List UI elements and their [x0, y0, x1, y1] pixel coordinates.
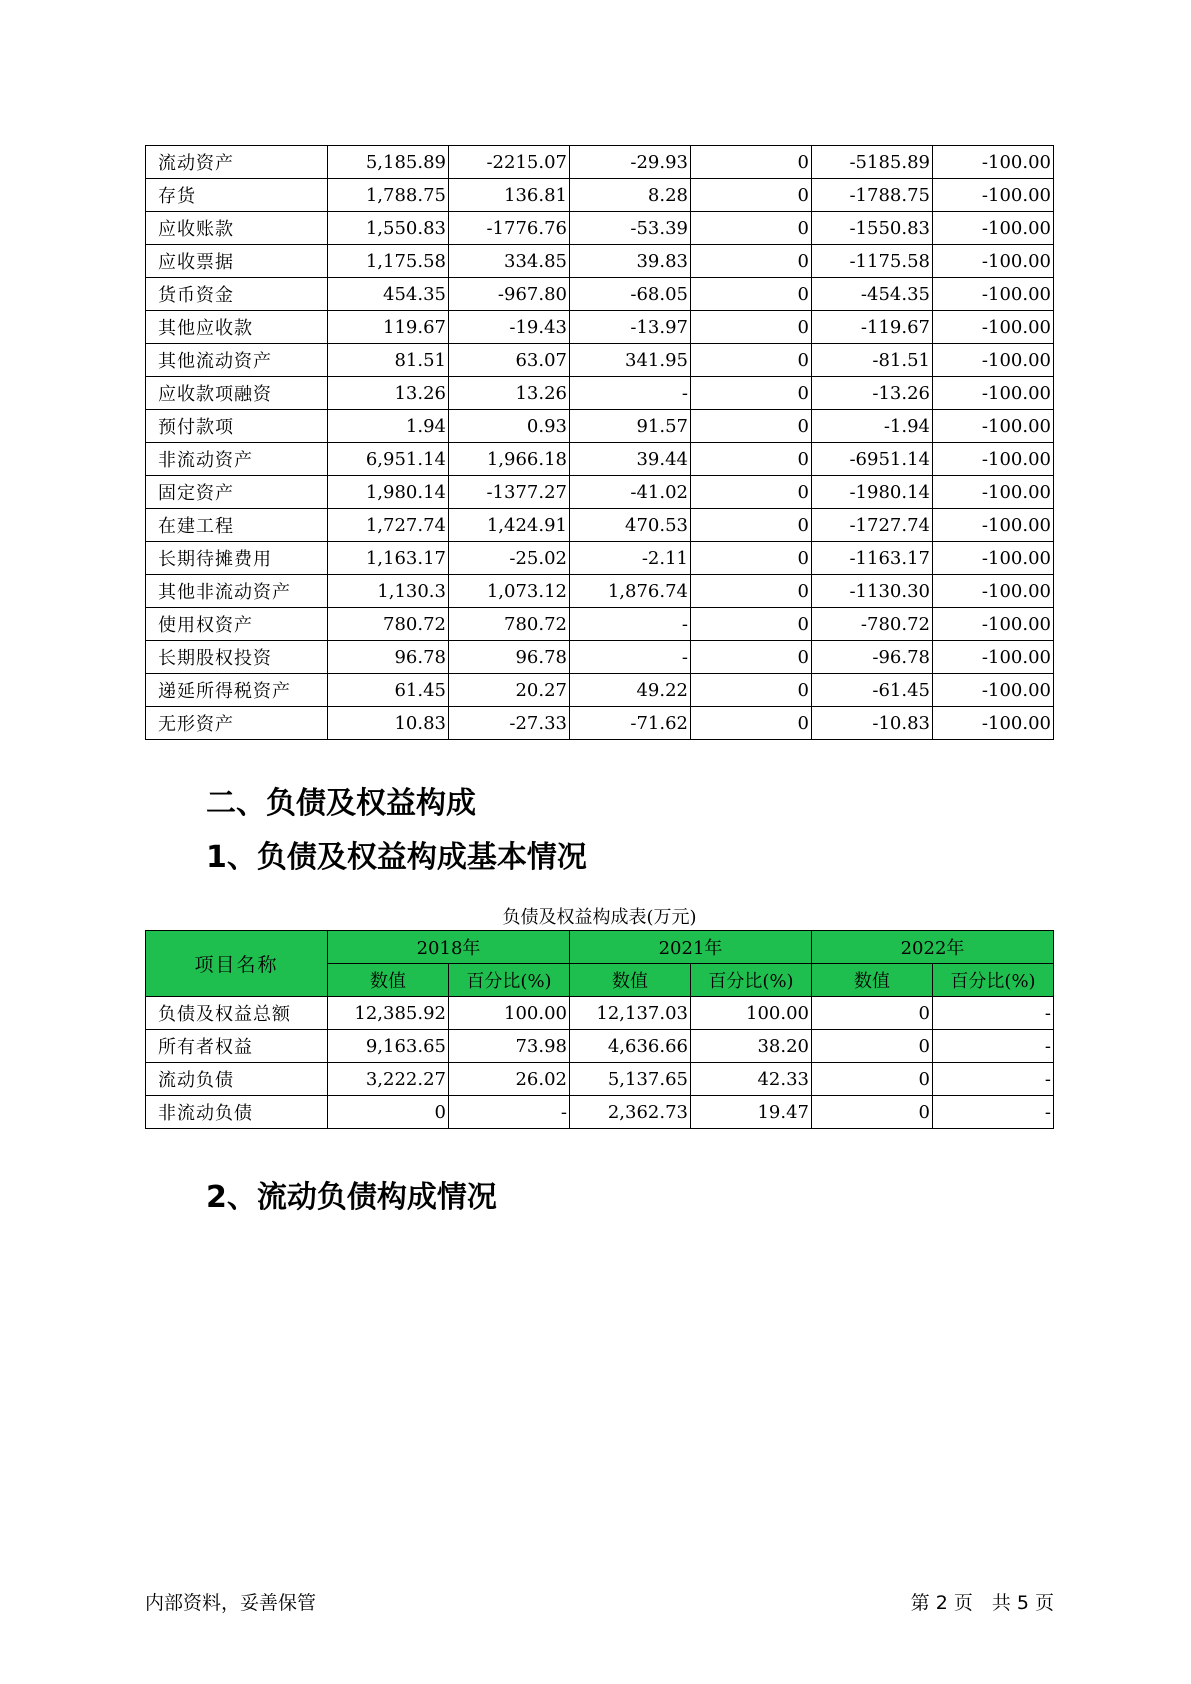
- table-row: [146, 707, 1054, 740]
- table-cell: -68.05: [570, 278, 691, 311]
- row-label: 非流动负债: [146, 1096, 328, 1129]
- row-label: 货币资金: [146, 278, 328, 311]
- table-cell: -100.00: [933, 443, 1054, 476]
- table-cell: -71.62: [570, 707, 691, 740]
- table-cell: 0: [691, 146, 812, 179]
- subsection-heading-2: 2、流动负债构成情况: [206, 1180, 497, 1215]
- table-cell: -: [933, 997, 1054, 1030]
- table-cell: -1776.76: [449, 212, 570, 245]
- table-cell: -1727.74: [812, 509, 933, 542]
- table-cell: -2.11: [570, 542, 691, 575]
- table-cell: -100.00: [933, 179, 1054, 212]
- table-cell: -: [449, 1096, 570, 1129]
- table-row: [146, 212, 1054, 245]
- table-cell: -1377.27: [449, 476, 570, 509]
- table-cell: 454.35: [328, 278, 449, 311]
- table-cell: 0: [691, 344, 812, 377]
- asset-table: [145, 145, 1054, 740]
- row-label: 其他流动资产: [146, 344, 328, 377]
- table-cell: 8.28: [570, 179, 691, 212]
- table-cell: -1175.58: [812, 245, 933, 278]
- table-cell: -100.00: [933, 311, 1054, 344]
- table-row: [146, 146, 1054, 179]
- table-cell: -100.00: [933, 542, 1054, 575]
- table-cell: 0.93: [449, 410, 570, 443]
- table-row: [146, 997, 1054, 1030]
- table-row: [146, 443, 1054, 476]
- table-cell: -967.80: [449, 278, 570, 311]
- table-cell: -53.39: [570, 212, 691, 245]
- asset-table-body: [146, 146, 1054, 740]
- table-row: [146, 245, 1054, 278]
- table-cell: -100.00: [933, 707, 1054, 740]
- percent-header: 百分比(%): [691, 964, 812, 997]
- table-cell: -1130.30: [812, 575, 933, 608]
- table-cell: -: [570, 608, 691, 641]
- table-cell: -96.78: [812, 641, 933, 674]
- table-cell: 1,073.12: [449, 575, 570, 608]
- table-cell: -1163.17: [812, 542, 933, 575]
- table-cell: 6,951.14: [328, 443, 449, 476]
- row-label: 其他非流动资产: [146, 575, 328, 608]
- table-cell: 0: [691, 311, 812, 344]
- table-cell: 0: [691, 278, 812, 311]
- table-cell: -41.02: [570, 476, 691, 509]
- table-cell: -25.02: [449, 542, 570, 575]
- table-cell: 334.85: [449, 245, 570, 278]
- footer-confidential-note: 内部资料，妥善保管: [145, 1592, 317, 1614]
- row-label: 固定资产: [146, 476, 328, 509]
- table-cell: 1.94: [328, 410, 449, 443]
- table-cell: 73.98: [449, 1030, 570, 1063]
- table-cell: 1,175.58: [328, 245, 449, 278]
- section-heading: 二、负债及权益构成: [206, 786, 476, 821]
- table-cell: -1980.14: [812, 476, 933, 509]
- table-cell: 0: [691, 674, 812, 707]
- year-header-2022: 2022年: [812, 931, 1054, 964]
- table-row: [146, 608, 1054, 641]
- table-cell: -5185.89: [812, 146, 933, 179]
- row-label: 递延所得税资产: [146, 674, 328, 707]
- item-name-header: 项目名称: [146, 931, 328, 997]
- liability-equity-table: [145, 930, 1054, 1129]
- table-cell: 3,222.27: [328, 1063, 449, 1096]
- table-cell: 0: [691, 542, 812, 575]
- table-cell: 0: [691, 575, 812, 608]
- table-cell: 96.78: [328, 641, 449, 674]
- row-label: 所有者权益: [146, 1030, 328, 1063]
- table-cell: -100.00: [933, 476, 1054, 509]
- year-header-2018: 2018年: [328, 931, 570, 964]
- liability-table-body: [146, 997, 1054, 1129]
- row-label: 流动资产: [146, 146, 328, 179]
- table-cell: 12,137.03: [570, 997, 691, 1030]
- table-cell: 1,424.91: [449, 509, 570, 542]
- table-cell: 780.72: [449, 608, 570, 641]
- row-label: 在建工程: [146, 509, 328, 542]
- table-cell: 63.07: [449, 344, 570, 377]
- table-cell: 341.95: [570, 344, 691, 377]
- table-cell: 1,727.74: [328, 509, 449, 542]
- table-cell: -100.00: [933, 410, 1054, 443]
- table-cell: 0: [691, 212, 812, 245]
- table-cell: 38.20: [691, 1030, 812, 1063]
- table-row: [146, 410, 1054, 443]
- table-cell: 0: [691, 641, 812, 674]
- row-label: 非流动资产: [146, 443, 328, 476]
- table-cell: 780.72: [328, 608, 449, 641]
- table-row: [146, 278, 1054, 311]
- table-cell: -6951.14: [812, 443, 933, 476]
- table-cell: 4,636.66: [570, 1030, 691, 1063]
- table-cell: -1788.75: [812, 179, 933, 212]
- table-cell: -454.35: [812, 278, 933, 311]
- table-cell: 91.57: [570, 410, 691, 443]
- row-label: 应收账款: [146, 212, 328, 245]
- table-cell: -100.00: [933, 344, 1054, 377]
- table-cell: -100.00: [933, 509, 1054, 542]
- table-cell: -81.51: [812, 344, 933, 377]
- table-cell: -100.00: [933, 641, 1054, 674]
- table-cell: -29.93: [570, 146, 691, 179]
- table-cell: -100.00: [933, 146, 1054, 179]
- table-caption: 负债及权益构成表(万元): [502, 907, 697, 928]
- table-cell: 0: [812, 1063, 933, 1096]
- row-label: 流动负债: [146, 1063, 328, 1096]
- table-cell: 0: [691, 245, 812, 278]
- row-label: 预付款项: [146, 410, 328, 443]
- table-cell: 100.00: [449, 997, 570, 1030]
- table-cell: -100.00: [933, 278, 1054, 311]
- table-cell: 39.44: [570, 443, 691, 476]
- table-cell: 19.47: [691, 1096, 812, 1129]
- value-header: 数值: [812, 964, 933, 997]
- table-cell: -: [570, 377, 691, 410]
- table-cell: 10.83: [328, 707, 449, 740]
- row-label: 负债及权益总额: [146, 997, 328, 1030]
- table-cell: -119.67: [812, 311, 933, 344]
- table-cell: 1,966.18: [449, 443, 570, 476]
- table-cell: 0: [691, 608, 812, 641]
- table-cell: 49.22: [570, 674, 691, 707]
- row-label: 长期待摊费用: [146, 542, 328, 575]
- row-label: 使用权资产: [146, 608, 328, 641]
- table-cell: 0: [812, 997, 933, 1030]
- percent-header: 百分比(%): [449, 964, 570, 997]
- table-row: [146, 542, 1054, 575]
- row-label: 应收款项融资: [146, 377, 328, 410]
- table-cell: 0: [691, 179, 812, 212]
- table-row: [146, 311, 1054, 344]
- table-cell: -: [570, 641, 691, 674]
- table-cell: -13.26: [812, 377, 933, 410]
- table-cell: 136.81: [449, 179, 570, 212]
- table-cell: 9,163.65: [328, 1030, 449, 1063]
- table-cell: -13.97: [570, 311, 691, 344]
- table-cell: -19.43: [449, 311, 570, 344]
- table-cell: 0: [812, 1096, 933, 1129]
- table-cell: 0: [691, 707, 812, 740]
- table-row: [146, 509, 1054, 542]
- row-label: 无形资产: [146, 707, 328, 740]
- table-cell: -100.00: [933, 212, 1054, 245]
- table-row: [146, 377, 1054, 410]
- table-row: [146, 575, 1054, 608]
- table-cell: 119.67: [328, 311, 449, 344]
- table-cell: -: [933, 1096, 1054, 1129]
- table-cell: 1,163.17: [328, 542, 449, 575]
- table-cell: 1,876.74: [570, 575, 691, 608]
- table-cell: 0: [691, 377, 812, 410]
- table-cell: 1,550.83: [328, 212, 449, 245]
- footer-page-number: 第 2 页 共 5 页: [910, 1592, 1054, 1614]
- table-cell: 1,980.14: [328, 476, 449, 509]
- table-cell: 39.83: [570, 245, 691, 278]
- table-cell: 20.27: [449, 674, 570, 707]
- table-cell: 0: [691, 476, 812, 509]
- value-header: 数值: [328, 964, 449, 997]
- table-cell: 5,185.89: [328, 146, 449, 179]
- table-cell: 42.33: [691, 1063, 812, 1096]
- table-cell: -27.33: [449, 707, 570, 740]
- table-cell: 13.26: [328, 377, 449, 410]
- table-row: [146, 641, 1054, 674]
- table-cell: -1550.83: [812, 212, 933, 245]
- table-cell: -100.00: [933, 674, 1054, 707]
- table-cell: -10.83: [812, 707, 933, 740]
- table-cell: -780.72: [812, 608, 933, 641]
- table-cell: -61.45: [812, 674, 933, 707]
- table-row: [146, 476, 1054, 509]
- row-label: 存货: [146, 179, 328, 212]
- table-cell: 0: [812, 1030, 933, 1063]
- table-cell: 2,362.73: [570, 1096, 691, 1129]
- table-row: [146, 1096, 1054, 1129]
- table-row: [146, 344, 1054, 377]
- table-cell: 1,130.3: [328, 575, 449, 608]
- table-row: [146, 179, 1054, 212]
- table-row: [146, 674, 1054, 707]
- table-cell: 0: [691, 443, 812, 476]
- table-cell: 81.51: [328, 344, 449, 377]
- table-cell: 100.00: [691, 997, 812, 1030]
- value-header: 数值: [570, 964, 691, 997]
- table-cell: -100.00: [933, 608, 1054, 641]
- row-label: 应收票据: [146, 245, 328, 278]
- table-cell: -: [933, 1063, 1054, 1096]
- percent-header: 百分比(%): [933, 964, 1054, 997]
- table-cell: 470.53: [570, 509, 691, 542]
- table-row: [146, 1063, 1054, 1096]
- row-label: 长期股权投资: [146, 641, 328, 674]
- table-cell: 61.45: [328, 674, 449, 707]
- table-row: [146, 1030, 1054, 1063]
- year-header-2021: 2021年: [570, 931, 812, 964]
- table-cell: 0: [691, 410, 812, 443]
- table-cell: 12,385.92: [328, 997, 449, 1030]
- subsection-heading-1: 1、负债及权益构成基本情况: [206, 840, 587, 875]
- row-label: 其他应收款: [146, 311, 328, 344]
- table-cell: -1.94: [812, 410, 933, 443]
- liability-table-header: [146, 931, 1054, 997]
- table-cell: 0: [691, 509, 812, 542]
- table-cell: 5,137.65: [570, 1063, 691, 1096]
- table-cell: -100.00: [933, 245, 1054, 278]
- table-cell: 1,788.75: [328, 179, 449, 212]
- table-cell: -100.00: [933, 575, 1054, 608]
- table-cell: 0: [328, 1096, 449, 1129]
- table-cell: 96.78: [449, 641, 570, 674]
- table-cell: 13.26: [449, 377, 570, 410]
- table-cell: -2215.07: [449, 146, 570, 179]
- table-cell: 26.02: [449, 1063, 570, 1096]
- table-cell: -: [933, 1030, 1054, 1063]
- table-cell: -100.00: [933, 377, 1054, 410]
